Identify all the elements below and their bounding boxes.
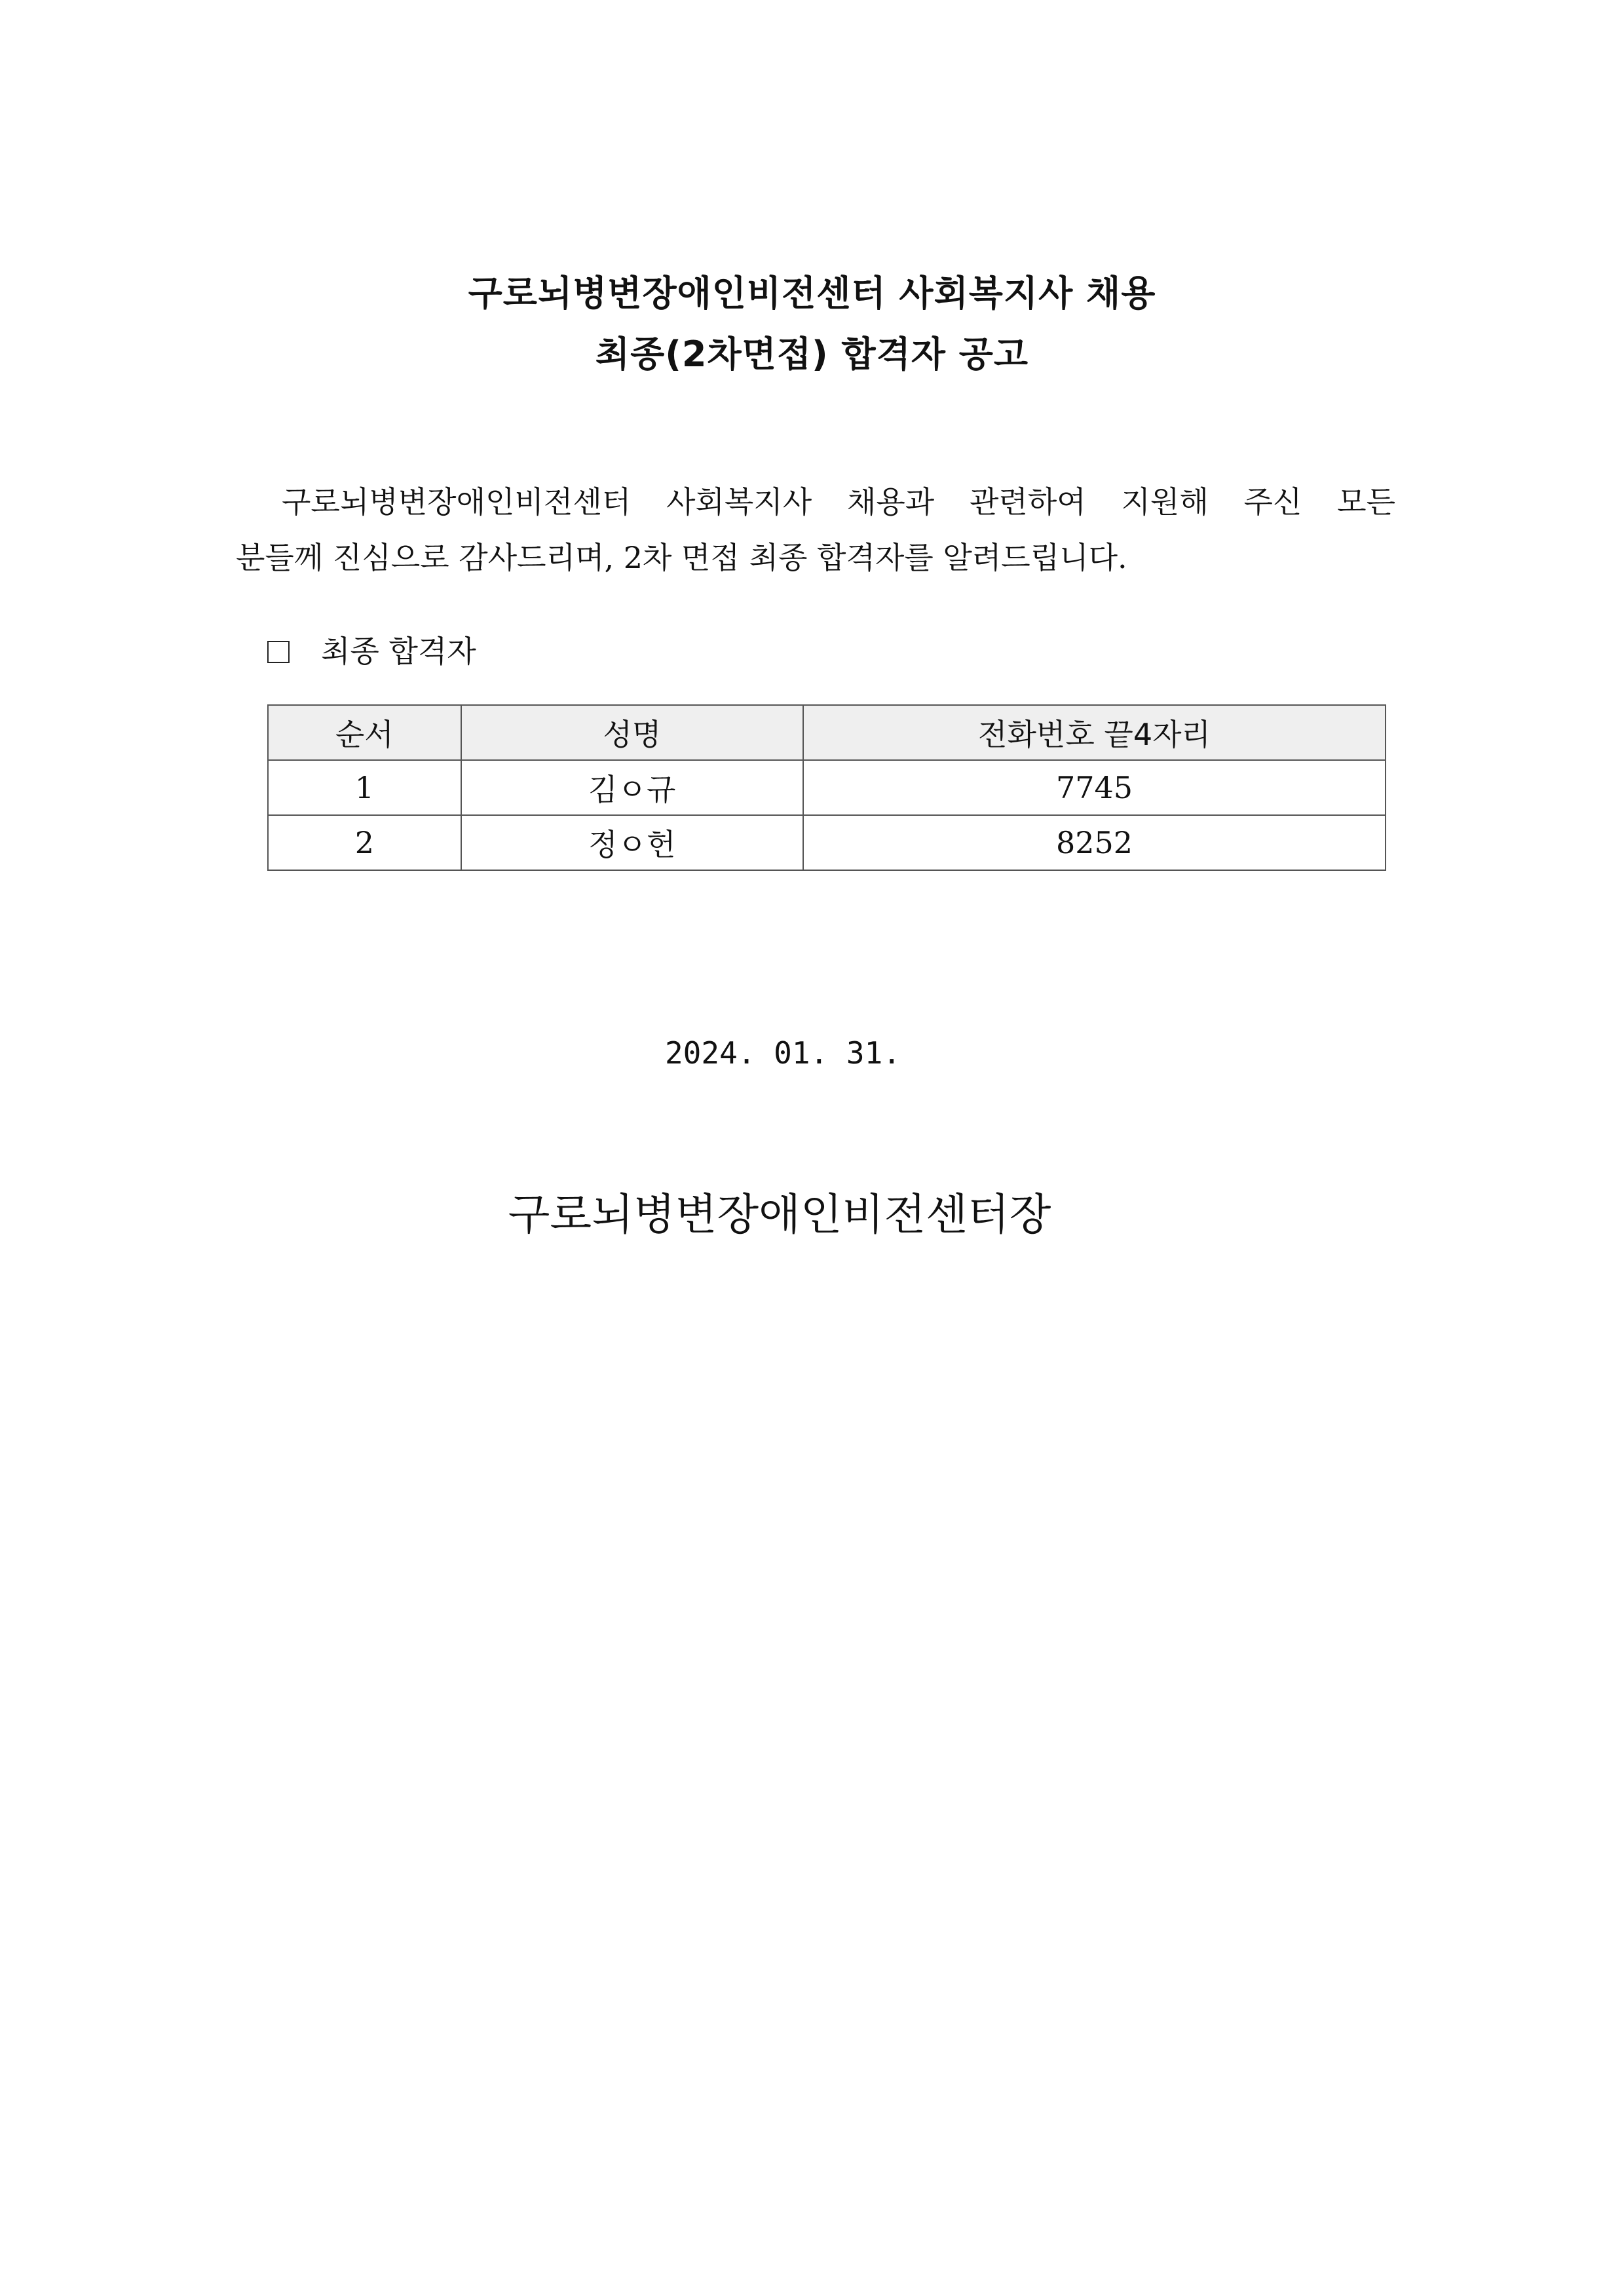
section-heading-label: 최종 합격자	[321, 634, 476, 669]
issuer-signature: 구로뇌병변장애인비전센터장	[508, 1189, 1051, 1240]
table-cell-name: 김ㅇ규	[461, 760, 803, 815]
section-heading	[267, 628, 476, 671]
table-header-cell: 순서	[268, 705, 461, 760]
announcement-date: 2024. 01. 31.	[664, 1035, 901, 1071]
checkbox-bullet-icon	[267, 641, 290, 663]
table-header-row	[268, 705, 1386, 760]
table-cell-phone: 8252	[803, 815, 1386, 870]
document-title-line2: 최종(2차면접) 합격자 공고	[595, 334, 1029, 375]
table-header-cell: 성명	[461, 705, 803, 760]
table-header-cell: 전화번호 끝4자리	[803, 705, 1386, 760]
intro-paragraph-line1: 구로뇌병변장애인비전센터 사회복지사 채용과 관련하여 지원해 주신 모든	[282, 484, 1395, 520]
table-row	[268, 815, 1386, 870]
table-cell-order: 1	[268, 760, 461, 815]
document-title-line1: 구로뇌병변장애인비전센터 사회복지사 채용	[468, 273, 1156, 314]
table-cell-phone: 7745	[803, 760, 1386, 815]
final-candidates-table	[267, 704, 1386, 871]
intro-paragraph-line2: 분들께 진심으로 감사드리며, 2차 면접 최종 합격자를 알려드립니다.	[236, 540, 1127, 575]
table-cell-order: 2	[268, 815, 461, 870]
table-row	[268, 760, 1386, 815]
table-cell-name: 정ㅇ헌	[461, 815, 803, 870]
